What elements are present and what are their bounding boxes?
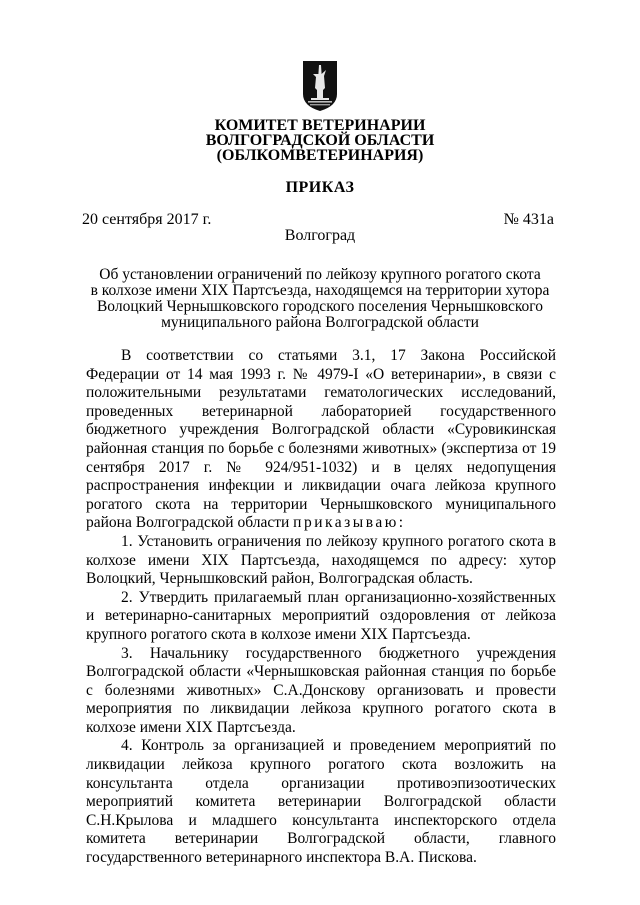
coat-of-arms-icon bbox=[302, 60, 338, 112]
subject-line: Об установлении ограничений по лейкозу крупного рогатого скота bbox=[99, 266, 541, 283]
order-item-2: 2. Утвердить прилагаемый план организационно-хозяйственных и ветеринарно-санитарных мероприятий оздоровления от лейкоза крупного рогатого скота в колхозе имени XIX Партсъезда. bbox=[86, 588, 556, 643]
intro-text: В соответствии со статьями 3.1, 17 Закона Российской Федерации от 14 мая 1993 г. № 4979-I «О ветеринарии», в связи с положительными результатами гематологических исследований, проведенных ветеринарной лабораторией государственного бюджетного учреждения Волгоградской области «Суровикинская районная станция по борьбе с болезнями животных» (экспертиза от 19 сентября 2017 г. № 924/951-1032) и в целях недопущения распространения инфекции и ликвидации очага лейкоза крупного рогатого скота на территории Чернышковского муниципального района Волгоградской области bbox=[86, 347, 556, 532]
document-body bbox=[86, 347, 556, 868]
subject-line: Волоцкий Чернышковского городского поселения Чернышковского bbox=[96, 298, 544, 315]
order-word: приказываю: bbox=[293, 514, 406, 532]
subject-line: в колхозе имени XIX Партсъезда, находящемся на территории хутора bbox=[90, 282, 550, 299]
order-item-3: 3. Начальнику государственного бюджетного учреждения Волгоградской области «Чернышковская районная станция по борьбе с болезнями животных» С.А.Донскову организовать и провести мероприятия по ликвидации лейкоза крупного рогатого скота в колхозе имени XIX Партсъезда. bbox=[86, 644, 556, 736]
document-subject bbox=[0, 267, 640, 331]
order-item-4: 4. Контроль за организацией и проведением мероприятий по ликвидации лейкоза крупного рогатого скота возложить на консультанта отдела организации противоэпизоотических мероприятий комитета ветеринарии Волгоградской области С.Н.Крылова и младшего консультанта инспекторского отдела комитета ветеринарии Волгоградской области, главного государственного ветеринарного инспектора В.А. Пискова. bbox=[86, 737, 556, 867]
order-item-1: 1. Установить ограничения по лейкозу крупного рогатого скота в колхозе имени XIX Партсъезда, находящемся по адресу: хутор Волоцкий, Чернышковский район, Волгоградская область. bbox=[86, 532, 556, 588]
org-line: КОМИТЕТ ВЕТЕРИНАРИИ bbox=[214, 117, 426, 134]
document-type: ПРИКАЗ bbox=[285, 179, 355, 196]
document-city: Волгоград bbox=[284, 227, 356, 244]
organization-name bbox=[0, 118, 640, 163]
org-line: (ОБЛКОМВЕТЕРИНАРИЯ) bbox=[216, 147, 424, 164]
document-number: № 431а bbox=[503, 211, 554, 228]
org-line: ВОЛГОГРАДСКОЙ ОБЛАСТИ bbox=[205, 132, 435, 149]
document-date: 20 сентября 2017 г. bbox=[82, 211, 212, 228]
intro-paragraph bbox=[86, 347, 556, 533]
subject-line: муниципального района Волгоградской области bbox=[161, 314, 479, 331]
